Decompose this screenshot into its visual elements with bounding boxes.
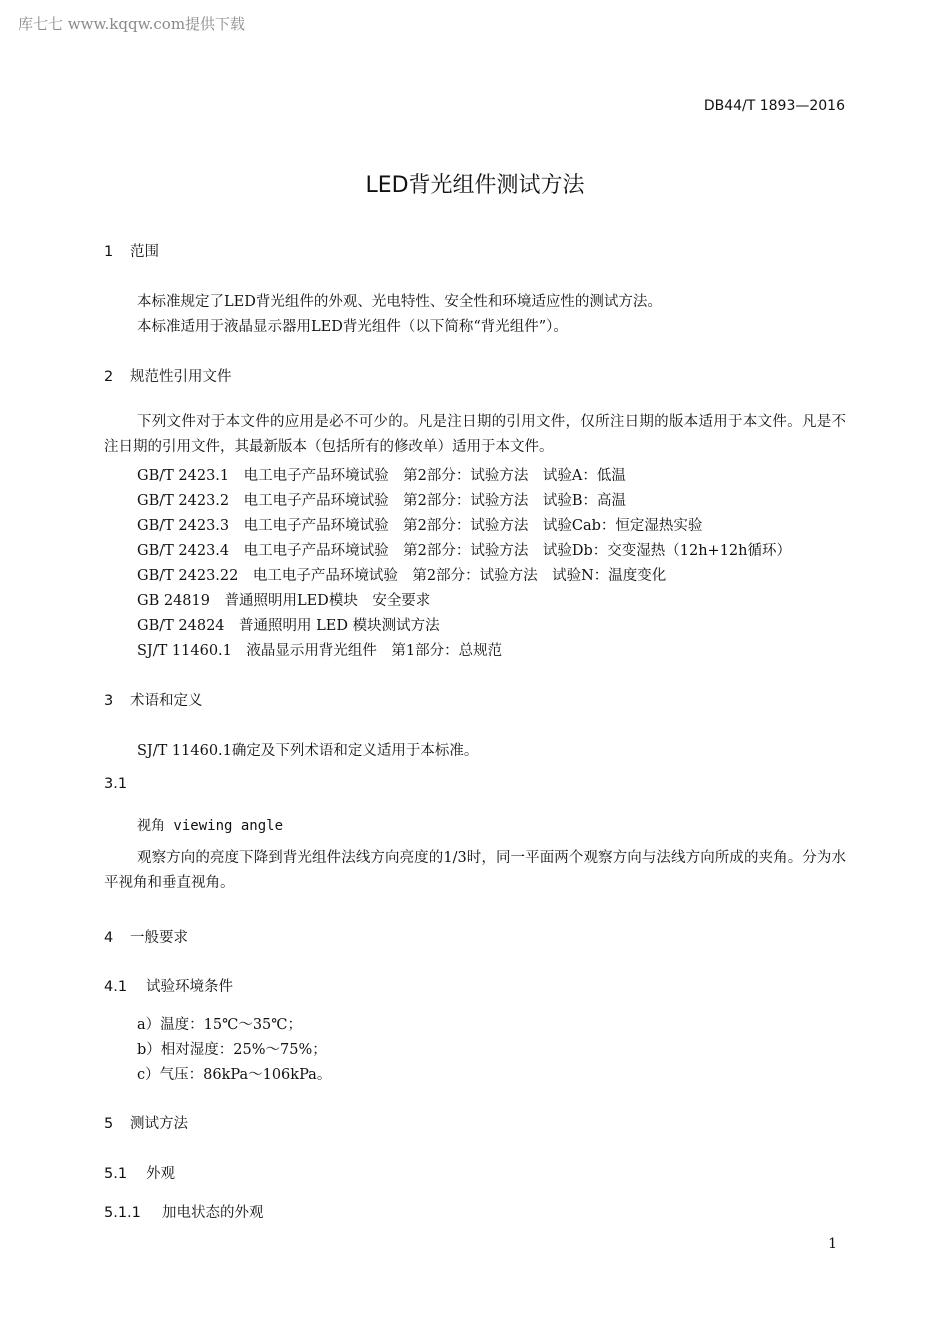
- term-definition: 观察方向的亮度下降到背光组件法线方向亮度的1/3时，同一平面两个观察方向与法线方向所成的夹角。分为水平视角和垂直视角。: [104, 850, 846, 891]
- reference-item: GB/T 24824 普通照明用 LED 模块测试方法: [137, 618, 440, 634]
- section-title: 一般要求: [130, 930, 188, 946]
- section-number: 4.1: [104, 979, 128, 995]
- condition-item: a）温度：15℃～35℃；: [137, 1017, 302, 1033]
- section-5-1-heading: [104, 1162, 175, 1183]
- section-5-1-1-heading: [104, 1201, 264, 1222]
- section-5-heading: [104, 1112, 188, 1133]
- section-number: 5.1: [104, 1166, 128, 1182]
- reference-item: GB/T 2423.4 电工电子产品环境试验 第2部分：试验方法 试验Db：交变湿热（12h+12h循环）: [137, 543, 791, 559]
- term-name: 视角 viewing angle: [137, 818, 284, 834]
- condition-item: b）相对湿度：25%～75%；: [137, 1042, 327, 1058]
- reference-item: GB 24819 普通照明用LED模块 安全要求: [137, 593, 431, 609]
- scope-paragraph-1: 本标准规定了LED背光组件的外观、光电特性、安全性和环境适应性的测试方法。: [137, 294, 662, 310]
- section-4-1-heading: [104, 975, 233, 996]
- reference-item: GB/T 2423.1 电工电子产品环境试验 第2部分：试验方法 试验A：低温: [137, 468, 626, 484]
- section-2-heading: [104, 365, 232, 386]
- section-title: 测试方法: [130, 1116, 188, 1132]
- scope-paragraph-2: 本标准适用于液晶显示器用LED背光组件（以下简称“背光组件”）。: [137, 319, 568, 335]
- terms-intro: SJ/T 11460.1确定及下列术语和定义适用于本标准。: [137, 743, 479, 759]
- normative-intro: 下列文件对于本文件的应用是必不可少的。凡是注日期的引用文件，仅所注日期的版本适用于本文件。凡是不注日期的引用文件，其最新版本（包括所有的修改单）适用于本文件。: [104, 414, 846, 455]
- section-title: 范围: [130, 244, 159, 260]
- reference-item: GB/T 2423.3 电工电子产品环境试验 第2部分：试验方法 试验Cab：恒定湿热实验: [137, 518, 703, 534]
- section-title: 加电状态的外观: [162, 1205, 264, 1221]
- reference-item: GB/T 2423.22 电工电子产品环境试验 第2部分：试验方法 试验N：温度变化: [137, 568, 667, 584]
- watermark: 库七七 www.kqqw.com提供下载: [18, 15, 246, 33]
- section-4-heading: [104, 926, 188, 947]
- reference-item: GB/T 2423.2 电工电子产品环境试验 第2部分：试验方法 试验B：高温: [137, 493, 627, 509]
- section-number: 5.1.1: [104, 1205, 141, 1221]
- section-title: 术语和定义: [130, 693, 203, 709]
- condition-item: c）气压：86kPa～106kPa。: [137, 1067, 332, 1083]
- section-1-heading: [104, 240, 159, 261]
- section-number: 1: [104, 244, 114, 260]
- section-number: 3: [104, 693, 114, 709]
- reference-item: SJ/T 11460.1 液晶显示用背光组件 第1部分：总规范: [137, 643, 503, 659]
- page-number: 1: [828, 1236, 837, 1252]
- document-number: DB44/T 1893—2016: [703, 98, 845, 114]
- section-number: 5: [104, 1116, 114, 1132]
- section-number: 4: [104, 930, 114, 946]
- document-title: LED背光组件测试方法: [365, 173, 585, 198]
- section-3-heading: [104, 689, 203, 710]
- section-title: 试验环境条件: [146, 979, 233, 995]
- section-title: 规范性引用文件: [130, 369, 232, 385]
- section-3-1-number: 3.1: [104, 776, 128, 792]
- section-number: 2: [104, 369, 114, 385]
- section-title: 外观: [146, 1166, 175, 1182]
